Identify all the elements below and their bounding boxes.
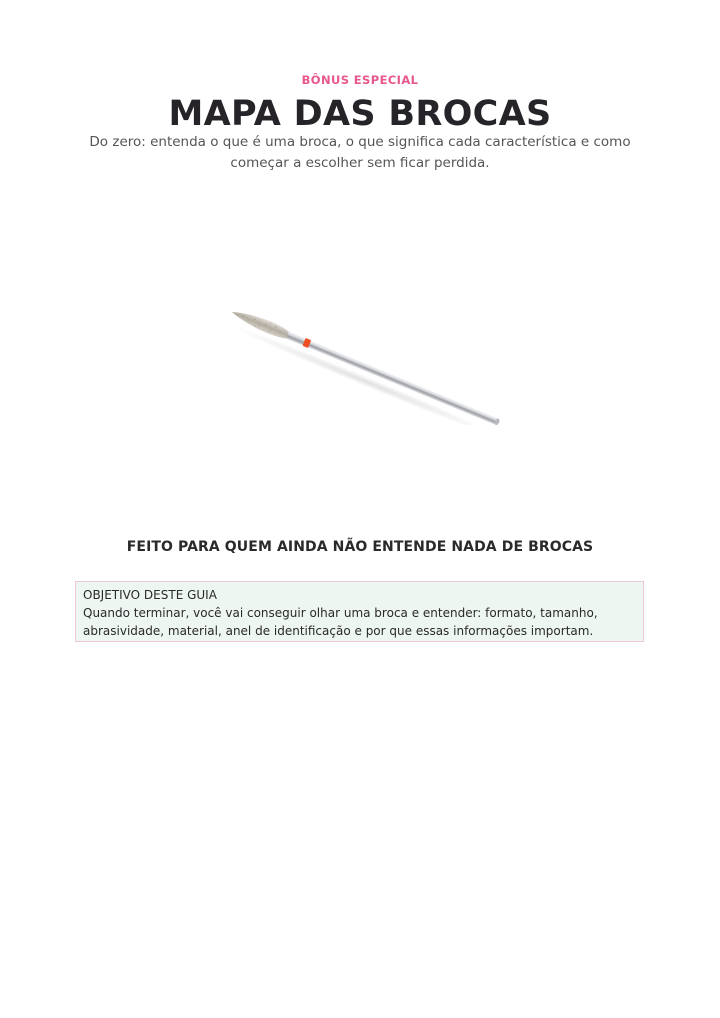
callout-heading: OBJETIVO DESTE GUIA (83, 588, 217, 602)
bonus-label: BÔNUS ESPECIAL (301, 73, 419, 87)
page-title: MAPA DAS BROCAS (168, 94, 552, 134)
page-subtitle: Do zero: entenda o que é uma broca, o que significa cada característica e como começar a escolher sem ficar perdida. (89, 134, 631, 171)
drill-bit-shank (303, 339, 500, 425)
tagline-heading: FEITO PARA QUEM AINDA NÃO ENTENDE NADA DE BROCAS (126, 539, 594, 555)
nail-drill-bit-icon (220, 300, 520, 425)
callout-body: Quando terminar, você vai conseguir olhar uma broca e entender: formato, tamanho, abrasividade, material, anel de identificação e por que essas informações importam. (83, 606, 598, 638)
guide-objective-box (75, 581, 644, 642)
